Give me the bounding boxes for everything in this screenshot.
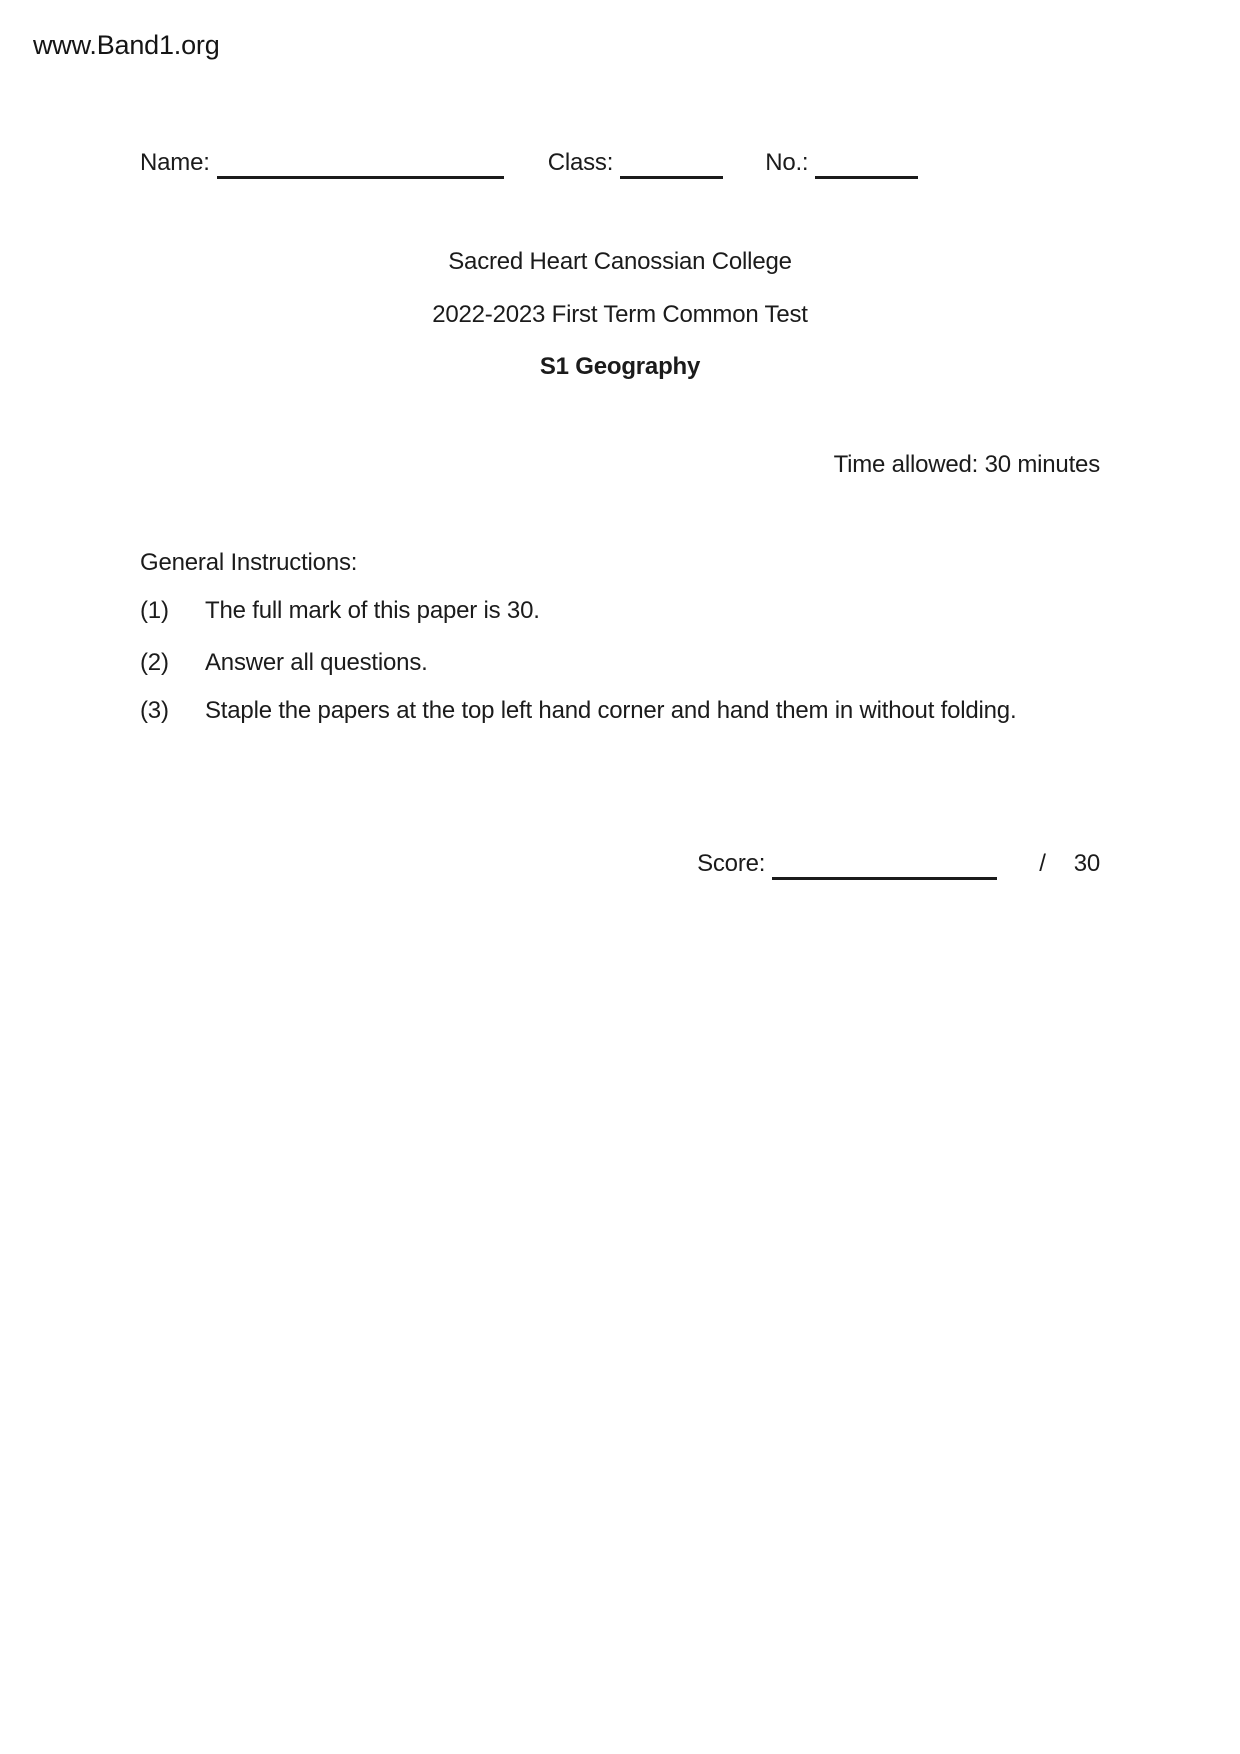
instruction-text: Staple the papers at the top left hand corner and hand them in without folding.: [205, 697, 1017, 724]
exam-title: 2022-2023 First Term Common Test: [432, 301, 808, 328]
score-row: [140, 847, 1100, 880]
score-total: 30: [1073, 850, 1100, 877]
instruction-text: Answer all questions.: [205, 649, 428, 676]
instruction-item: [140, 595, 1150, 627]
score-blank-line: [772, 847, 997, 880]
instruction-number: (1): [140, 597, 169, 624]
class-blank-line: [620, 146, 723, 179]
no-label: No.:: [765, 149, 809, 176]
student-info-row: [140, 146, 1100, 179]
instruction-number: (3): [140, 697, 169, 724]
instruction-number: (2): [140, 649, 169, 676]
time-allowed: Time allowed: 30 minutes: [833, 451, 1100, 478]
no-blank-line: [815, 146, 918, 179]
site-watermark: www.Band1.org: [33, 30, 220, 60]
school-name: Sacred Heart Canossian College: [448, 248, 792, 275]
instruction-item: [140, 647, 1150, 679]
score-label: Score:: [697, 850, 766, 877]
instruction-item: [140, 695, 1150, 727]
subject-title: S1 Geography: [539, 353, 701, 380]
score-separator: /: [1039, 850, 1046, 877]
instruction-text: The full mark of this paper is 30.: [205, 597, 540, 624]
class-label: Class:: [547, 149, 614, 176]
name-blank-line: [217, 146, 504, 179]
name-label: Name:: [140, 149, 210, 176]
general-instructions-heading: General Instructions:: [140, 549, 358, 576]
